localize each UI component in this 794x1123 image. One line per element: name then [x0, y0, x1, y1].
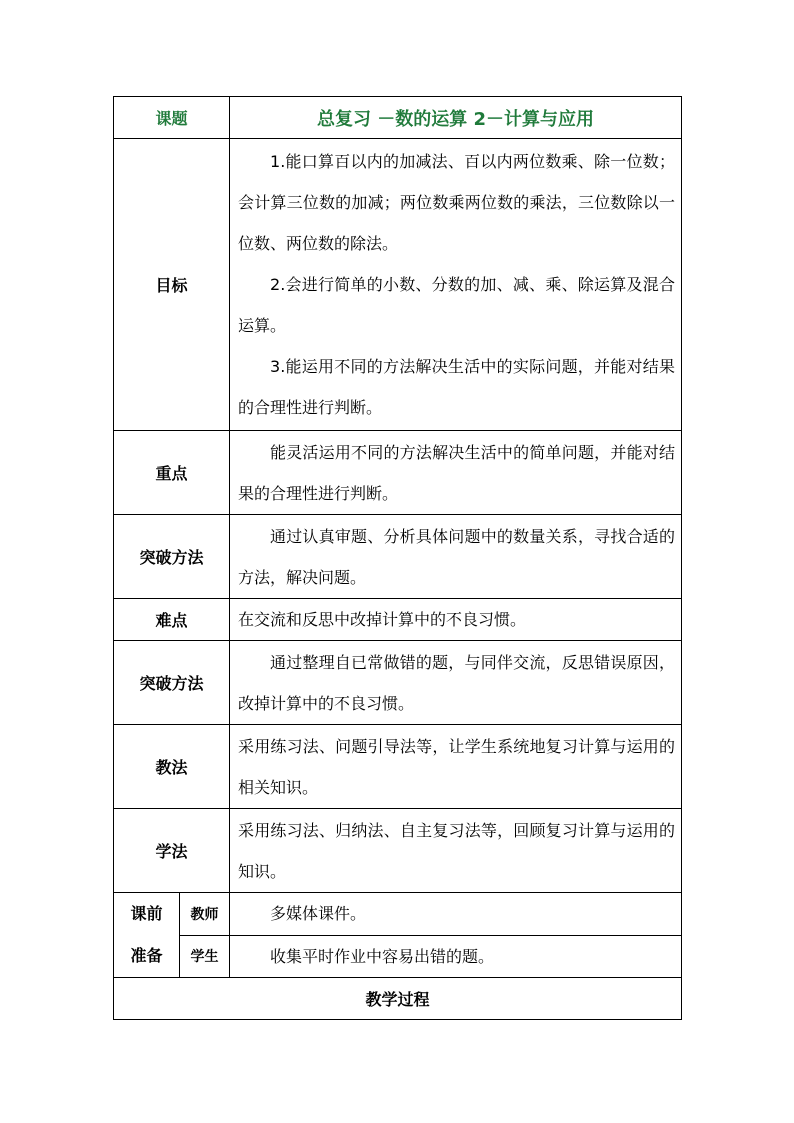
row-process [114, 978, 682, 1020]
goal-item-3: 3.能运用不同的方法解决生活中的实际问题，并能对结果的合理性进行判断。 [238, 357, 676, 417]
row-prep-teacher [114, 893, 682, 936]
key-point-label: 重点 [114, 431, 230, 515]
teaching-method-text: 采用练习法、问题引导法等，让学生系统地复习计算与运用的相关知识。 [238, 736, 676, 797]
teacher-label: 教师 [180, 893, 230, 936]
topic-label: 课题 [114, 97, 230, 139]
key-point-text: 能灵活运用不同的方法解决生活中的简单问题，并能对结果的合理性进行判断。 [238, 442, 676, 503]
row-difficulty-method [114, 641, 682, 725]
goal-item-1: 1.能口算百以内的加减法、百以内两位数乘、除一位数；会计算三位数的加减；两位数乘两位数的乘法，三位数除以一位数、两位数的除法。 [238, 152, 676, 253]
topic-title: 总复习 －数的运算 2－计算与应用 [230, 97, 682, 139]
difficulty-label: 难点 [114, 599, 230, 641]
difficulty-text: 在交流和反思中改掉计算中的不良习惯。 [238, 610, 527, 629]
row-teaching-method [114, 725, 682, 809]
difficulty-method-text: 通过整理自已常做错的题，与同伴交流，反思错误原因，改掉计算中的不良习惯。 [238, 652, 676, 713]
preparation-label-line1: 课前 [130, 904, 163, 923]
key-method-label: 突破方法 [114, 515, 230, 599]
goal-item-2: 2.会进行简单的小数、分数的加、减、乘、除运算及混合运算。 [238, 275, 676, 335]
student-label: 学生 [180, 935, 230, 978]
learning-method-label: 学法 [114, 809, 230, 893]
row-topic [114, 97, 682, 139]
goals-content [230, 139, 682, 431]
row-key-point [114, 431, 682, 515]
difficulty-method-label: 突破方法 [114, 641, 230, 725]
teaching-method-label: 教法 [114, 725, 230, 809]
lesson-plan-table [113, 96, 682, 1020]
student-prep-text: 收集平时作业中容易出错的题。 [270, 946, 495, 966]
row-learning-method [114, 809, 682, 893]
learning-method-text: 采用练习法、归纳法、自主复习法等，回顾复习计算与运用的知识。 [238, 820, 676, 881]
teacher-prep-text: 多媒体课件。 [270, 904, 367, 924]
preparation-label [114, 893, 180, 978]
row-goals [114, 139, 682, 431]
goals-label: 目标 [114, 139, 230, 431]
teaching-process-label: 教学过程 [114, 978, 682, 1020]
key-method-text: 通过认真审题、分析具体问题中的数量关系，寻找合适的方法，解决问题。 [238, 526, 676, 587]
row-difficulty [114, 599, 682, 641]
row-prep-student [114, 935, 682, 978]
preparation-label-line2: 准备 [130, 946, 163, 965]
row-key-method [114, 515, 682, 599]
